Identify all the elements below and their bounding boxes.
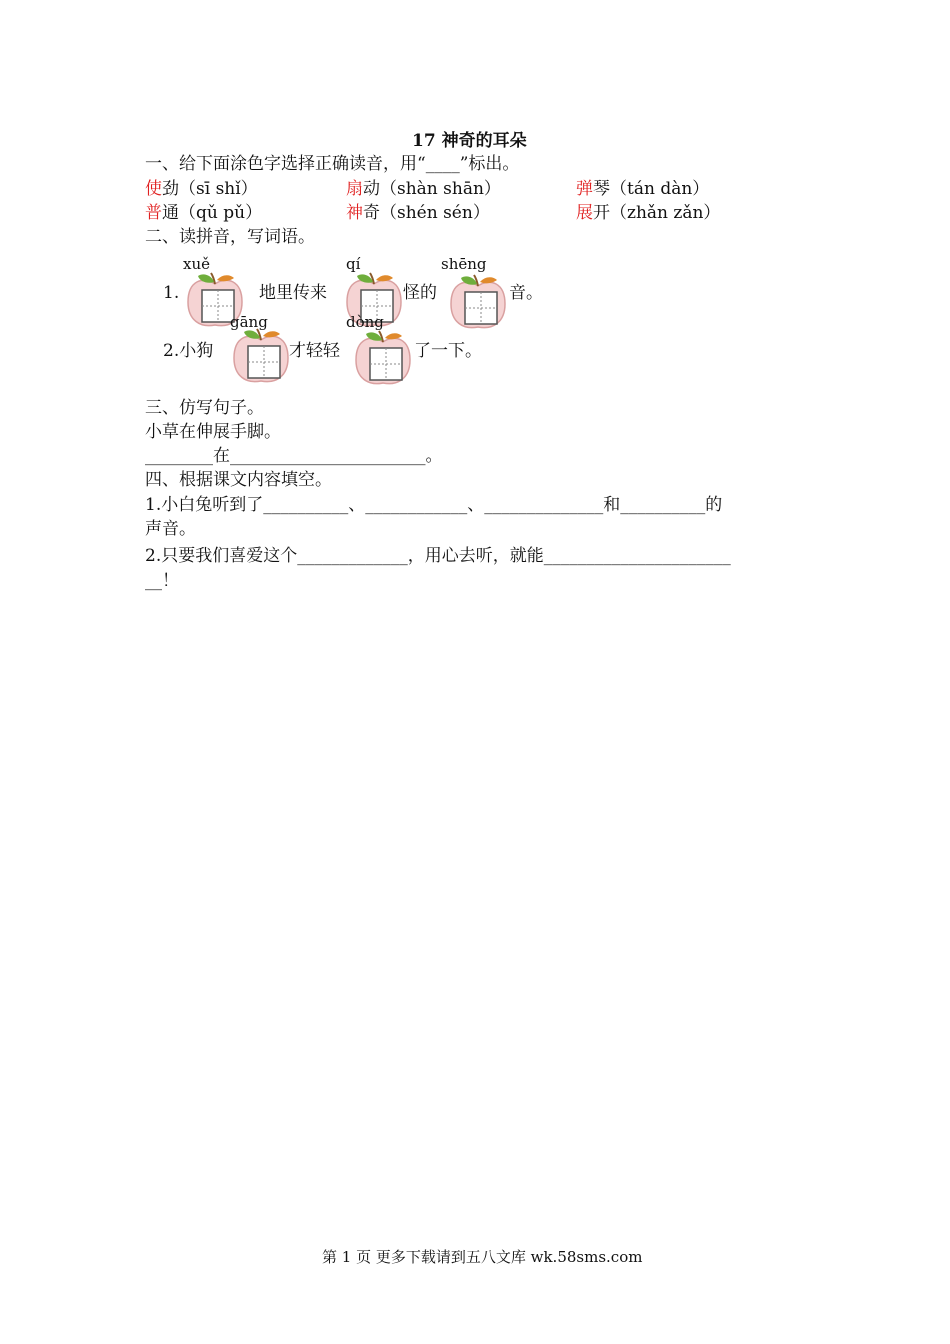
question-2-line[interactable]: __！	[145, 571, 179, 591]
question-2-line[interactable]: 2.只要我们喜爱这个_____________，用心去听，就能______________________	[145, 546, 731, 566]
page-footer: 第 1 页 更多下载请到五八文库 wk.58sms.com	[322, 1248, 643, 1266]
page-title: 17 神奇的耳朵	[412, 131, 527, 151]
pinyin-label: xuě	[183, 255, 210, 273]
sentence-text: 才轻轻	[289, 341, 340, 361]
apple-writing-box[interactable]	[447, 272, 509, 332]
section3-heading: 三、仿写句子。	[145, 398, 264, 418]
section2-heading: 二、读拼音，写词语。	[145, 227, 315, 247]
sentence-text: 2.小狗	[163, 341, 214, 361]
reading-item	[576, 178, 709, 200]
reading-item	[576, 202, 720, 224]
apple-grid-icon	[447, 272, 509, 332]
item-text: 奇（shén sén）	[363, 203, 490, 223]
colored-char: 普	[145, 203, 162, 223]
item-text: 开（zhǎn zǎn）	[593, 203, 721, 223]
line-number: 1.	[163, 283, 180, 303]
item-text: 劲（sī shǐ）	[162, 179, 258, 199]
reading-item	[145, 178, 258, 200]
sentence-text: 了一下。	[414, 341, 482, 361]
pinyin-label: qí	[346, 255, 361, 273]
sentence-text: 怪的	[403, 283, 437, 303]
colored-char: 神	[346, 203, 363, 223]
colored-char: 扇	[346, 179, 363, 199]
item-text: 动（shàn shān）	[363, 179, 501, 199]
pinyin-label: gāng	[230, 313, 268, 331]
sentence-text: 音。	[509, 283, 543, 303]
question-1-line: 声音。	[145, 519, 196, 539]
apple-grid-icon	[352, 328, 414, 388]
apple-grid-icon	[230, 326, 292, 386]
imitation-blank-line[interactable]: ________在_______________________。	[145, 446, 443, 466]
question-1-line[interactable]: 1.小白兔听到了__________、____________、______________和__________的	[145, 495, 723, 515]
apple-writing-box[interactable]	[352, 328, 414, 388]
example-sentence: 小草在伸展手脚。	[145, 422, 281, 442]
section4-heading: 四、根据课文内容填空。	[145, 470, 332, 490]
reading-item	[346, 202, 490, 224]
pinyin-label: shēng	[441, 255, 487, 273]
colored-char: 使	[145, 179, 162, 199]
reading-item	[145, 202, 262, 224]
section1-heading: 一、给下面涂色字选择正确读音，用“____”标出。	[145, 154, 520, 174]
apple-writing-box[interactable]	[230, 326, 292, 386]
sentence-text: 地里传来	[259, 283, 327, 303]
reading-item	[346, 178, 501, 200]
item-text: 通（qǔ pǔ）	[162, 203, 263, 223]
pinyin-label: dòng	[346, 313, 384, 331]
colored-char: 展	[576, 203, 593, 223]
item-text: 琴（tán dàn）	[593, 179, 710, 199]
colored-char: 弹	[576, 179, 593, 199]
